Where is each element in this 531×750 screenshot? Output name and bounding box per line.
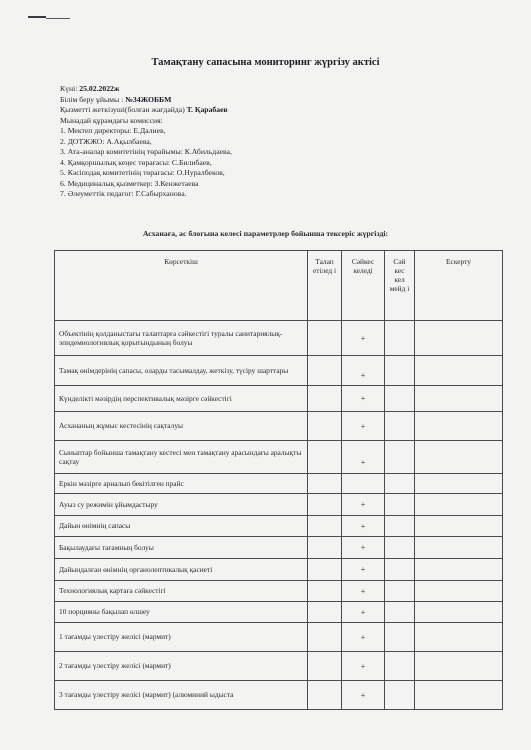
plus-mark: + xyxy=(360,521,366,531)
commission-member: 2. ДОТЖЖО: А.Ақылбаева, xyxy=(60,136,152,146)
match-cell xyxy=(342,441,385,474)
no-match-cell xyxy=(385,681,415,710)
match-cell xyxy=(342,412,385,441)
table-row xyxy=(55,602,503,623)
plus-mark: + xyxy=(360,661,366,671)
note-cell xyxy=(415,681,503,710)
document-title: Тамақтану сапасына мониторинг жүргізу актісі xyxy=(151,57,380,68)
plus-mark: + xyxy=(360,394,366,403)
table-row xyxy=(55,412,503,441)
requirement-cell xyxy=(308,412,342,441)
note-cell xyxy=(415,559,503,581)
note-cell xyxy=(415,623,503,652)
note-cell xyxy=(415,537,503,559)
requirement-cell xyxy=(308,681,342,710)
requirement-cell xyxy=(308,516,342,537)
table-row xyxy=(55,474,503,494)
commission-label: Мынадай құрамдағы комиссия: xyxy=(60,115,163,125)
commission-member: 3. Ата-аналар комитетінің төрайымы: К.Абильдаева, xyxy=(60,147,232,156)
table-row xyxy=(55,516,503,537)
plus-mark: + xyxy=(360,543,366,552)
requirement-cell xyxy=(308,474,342,494)
no-match-cell xyxy=(385,537,415,559)
table-row xyxy=(55,321,503,356)
table-row xyxy=(55,441,503,474)
table-row xyxy=(55,494,503,516)
plus-mark: + xyxy=(360,457,366,467)
date-label: Күні: xyxy=(60,84,78,93)
indicator-cell: Асхананың жұмыс кестесінің сақталуы xyxy=(55,412,308,441)
match-cell xyxy=(342,623,385,652)
table-header-row xyxy=(55,251,503,321)
date-line xyxy=(60,84,232,95)
act-info xyxy=(60,84,232,200)
org-line xyxy=(60,95,232,106)
date-value: 25.02.2022ж xyxy=(79,84,120,93)
note-cell xyxy=(415,356,503,386)
header-indicator: Көрсеткіш xyxy=(55,251,308,321)
note-cell xyxy=(415,386,503,412)
requirement-cell xyxy=(308,652,342,681)
no-match-cell xyxy=(385,356,415,386)
indicator-cell: 2 тағамды үлестіру желісі (мармит) xyxy=(55,652,308,681)
requirement-cell xyxy=(308,321,342,356)
indicator-cell: Бақылаудағы тағамның болуы xyxy=(55,537,308,559)
scan-mark xyxy=(46,18,70,19)
note-cell xyxy=(415,581,503,602)
requirement-cell xyxy=(308,602,342,623)
match-cell xyxy=(342,652,385,681)
match-cell xyxy=(342,516,385,537)
plus-mark: + xyxy=(360,500,366,509)
commission-member: 4. Қамқоршылық кеңес төрағасы: С.Билибаев, xyxy=(60,157,212,167)
requirement-cell xyxy=(308,581,342,602)
commission-member: 5. Кәсіподақ комитетінің төрағасы: О.Нуралбеков, xyxy=(60,168,225,177)
match-cell xyxy=(342,537,385,559)
note-cell xyxy=(415,474,503,494)
indicator-cell: Еркін мәзірге арналып бекітілген прайс xyxy=(55,474,308,494)
table-row xyxy=(55,559,503,581)
requirement-cell xyxy=(308,623,342,652)
note-cell xyxy=(415,602,503,623)
plus-mark: + xyxy=(360,371,366,380)
indicator-cell: Сыныптар бойынша тамақтану кестесі мен тамақтану арасындағы аралықты сақтау xyxy=(55,441,308,474)
no-match-cell xyxy=(385,623,415,652)
indicator-cell: Ауыз су режимін ұйымдастыру xyxy=(55,494,308,516)
plus-mark: + xyxy=(360,607,366,617)
no-match-cell xyxy=(385,474,415,494)
inspection-table xyxy=(54,250,503,710)
match-cell xyxy=(342,559,385,581)
scan-mark xyxy=(28,16,46,18)
org-value: №34ЖОББМ xyxy=(125,94,172,104)
note-cell xyxy=(415,412,503,441)
commission-member: 7. Әлеуметтік педагог: Г.Сабырханова. xyxy=(60,189,187,198)
note-cell xyxy=(415,494,503,516)
org-label: Білім беру ұйымы : xyxy=(60,94,124,104)
indicator-cell: Күнделікті мәзірдің перспективалық мәзірге сәйкестігі xyxy=(55,386,308,412)
requirement-cell xyxy=(308,494,342,516)
table-row xyxy=(55,652,503,681)
header-requirement: Талап етілед і xyxy=(308,251,342,321)
header-note: Ескерту xyxy=(415,251,503,321)
plus-mark: + xyxy=(360,333,366,343)
table-row xyxy=(55,581,503,602)
note-cell xyxy=(415,441,503,474)
requirement-cell xyxy=(308,441,342,474)
indicator-cell: 10 порцияны бақылап өлшеу xyxy=(55,602,308,623)
no-match-cell xyxy=(385,559,415,581)
note-cell xyxy=(415,321,503,356)
supplier-label: Қызметті жеткізуші(болған жағдайда) xyxy=(60,105,185,114)
match-cell xyxy=(342,474,385,494)
match-cell xyxy=(342,681,385,710)
indicator-cell: Тамақ өнімдерінің сапасы, оларды тасымалдау, жеткізу, түсіру шарттары xyxy=(55,356,308,386)
plus-mark: + xyxy=(360,632,366,642)
indicator-cell: Технологиялық картаға сәйкестігі xyxy=(55,581,308,602)
commission-member: 1. Мектеп директоры: Е.Далиев, xyxy=(60,126,166,135)
indicator-cell: 3 тағамды үлестіру желісі (мармит) (алюминий ыдыста xyxy=(55,681,308,710)
commission-member: 6. Медициналық қызметкер: З.Кенжетаева xyxy=(60,178,199,188)
table-row xyxy=(55,681,503,710)
indicator-cell: Дайындалған өнімнің органолептикалық қасиеті xyxy=(55,559,308,581)
no-match-cell xyxy=(385,581,415,602)
no-match-cell xyxy=(385,494,415,516)
indicator-cell: Дайын өнімнің сапасы xyxy=(55,516,308,537)
header-no-match: Сәй кес кел мейд і xyxy=(385,251,415,321)
match-cell xyxy=(342,356,385,386)
match-cell xyxy=(342,494,385,516)
header-match: Сәйкес келеді xyxy=(342,251,385,321)
table-row xyxy=(55,537,503,559)
plus-mark: + xyxy=(360,565,366,574)
no-match-cell xyxy=(385,516,415,537)
no-match-cell xyxy=(385,386,415,412)
indicator-cell: 1 тағамды үлестіру желісі (мармит) xyxy=(55,623,308,652)
note-cell xyxy=(415,516,503,537)
indicator-cell: Объектінің қолданыстағы талаптарға сәйкестігі туралы санитариялық-эпидемиологиялық қорытындының болуы xyxy=(55,321,308,356)
supplier-line xyxy=(60,105,232,116)
table-row xyxy=(55,623,503,652)
plus-mark: + xyxy=(360,586,366,596)
no-match-cell xyxy=(385,602,415,623)
match-cell xyxy=(342,321,385,356)
supplier-value: Т. Қарабаев xyxy=(186,105,228,114)
requirement-cell xyxy=(308,356,342,386)
plus-mark: + xyxy=(360,690,366,700)
note-cell xyxy=(415,652,503,681)
requirement-cell xyxy=(308,559,342,581)
requirement-cell xyxy=(308,537,342,559)
match-cell xyxy=(342,602,385,623)
match-cell xyxy=(342,581,385,602)
table-subtitle: Асханаға, ас блогына келесі параметрлер бойынша тексеріс жүргізді: xyxy=(142,229,389,238)
table-row xyxy=(55,386,503,412)
requirement-cell xyxy=(308,386,342,412)
no-match-cell xyxy=(385,441,415,474)
no-match-cell xyxy=(385,652,415,681)
no-match-cell xyxy=(385,412,415,441)
plus-mark: + xyxy=(360,421,366,431)
no-match-cell xyxy=(385,321,415,356)
table-row xyxy=(55,356,503,386)
match-cell xyxy=(342,386,385,412)
